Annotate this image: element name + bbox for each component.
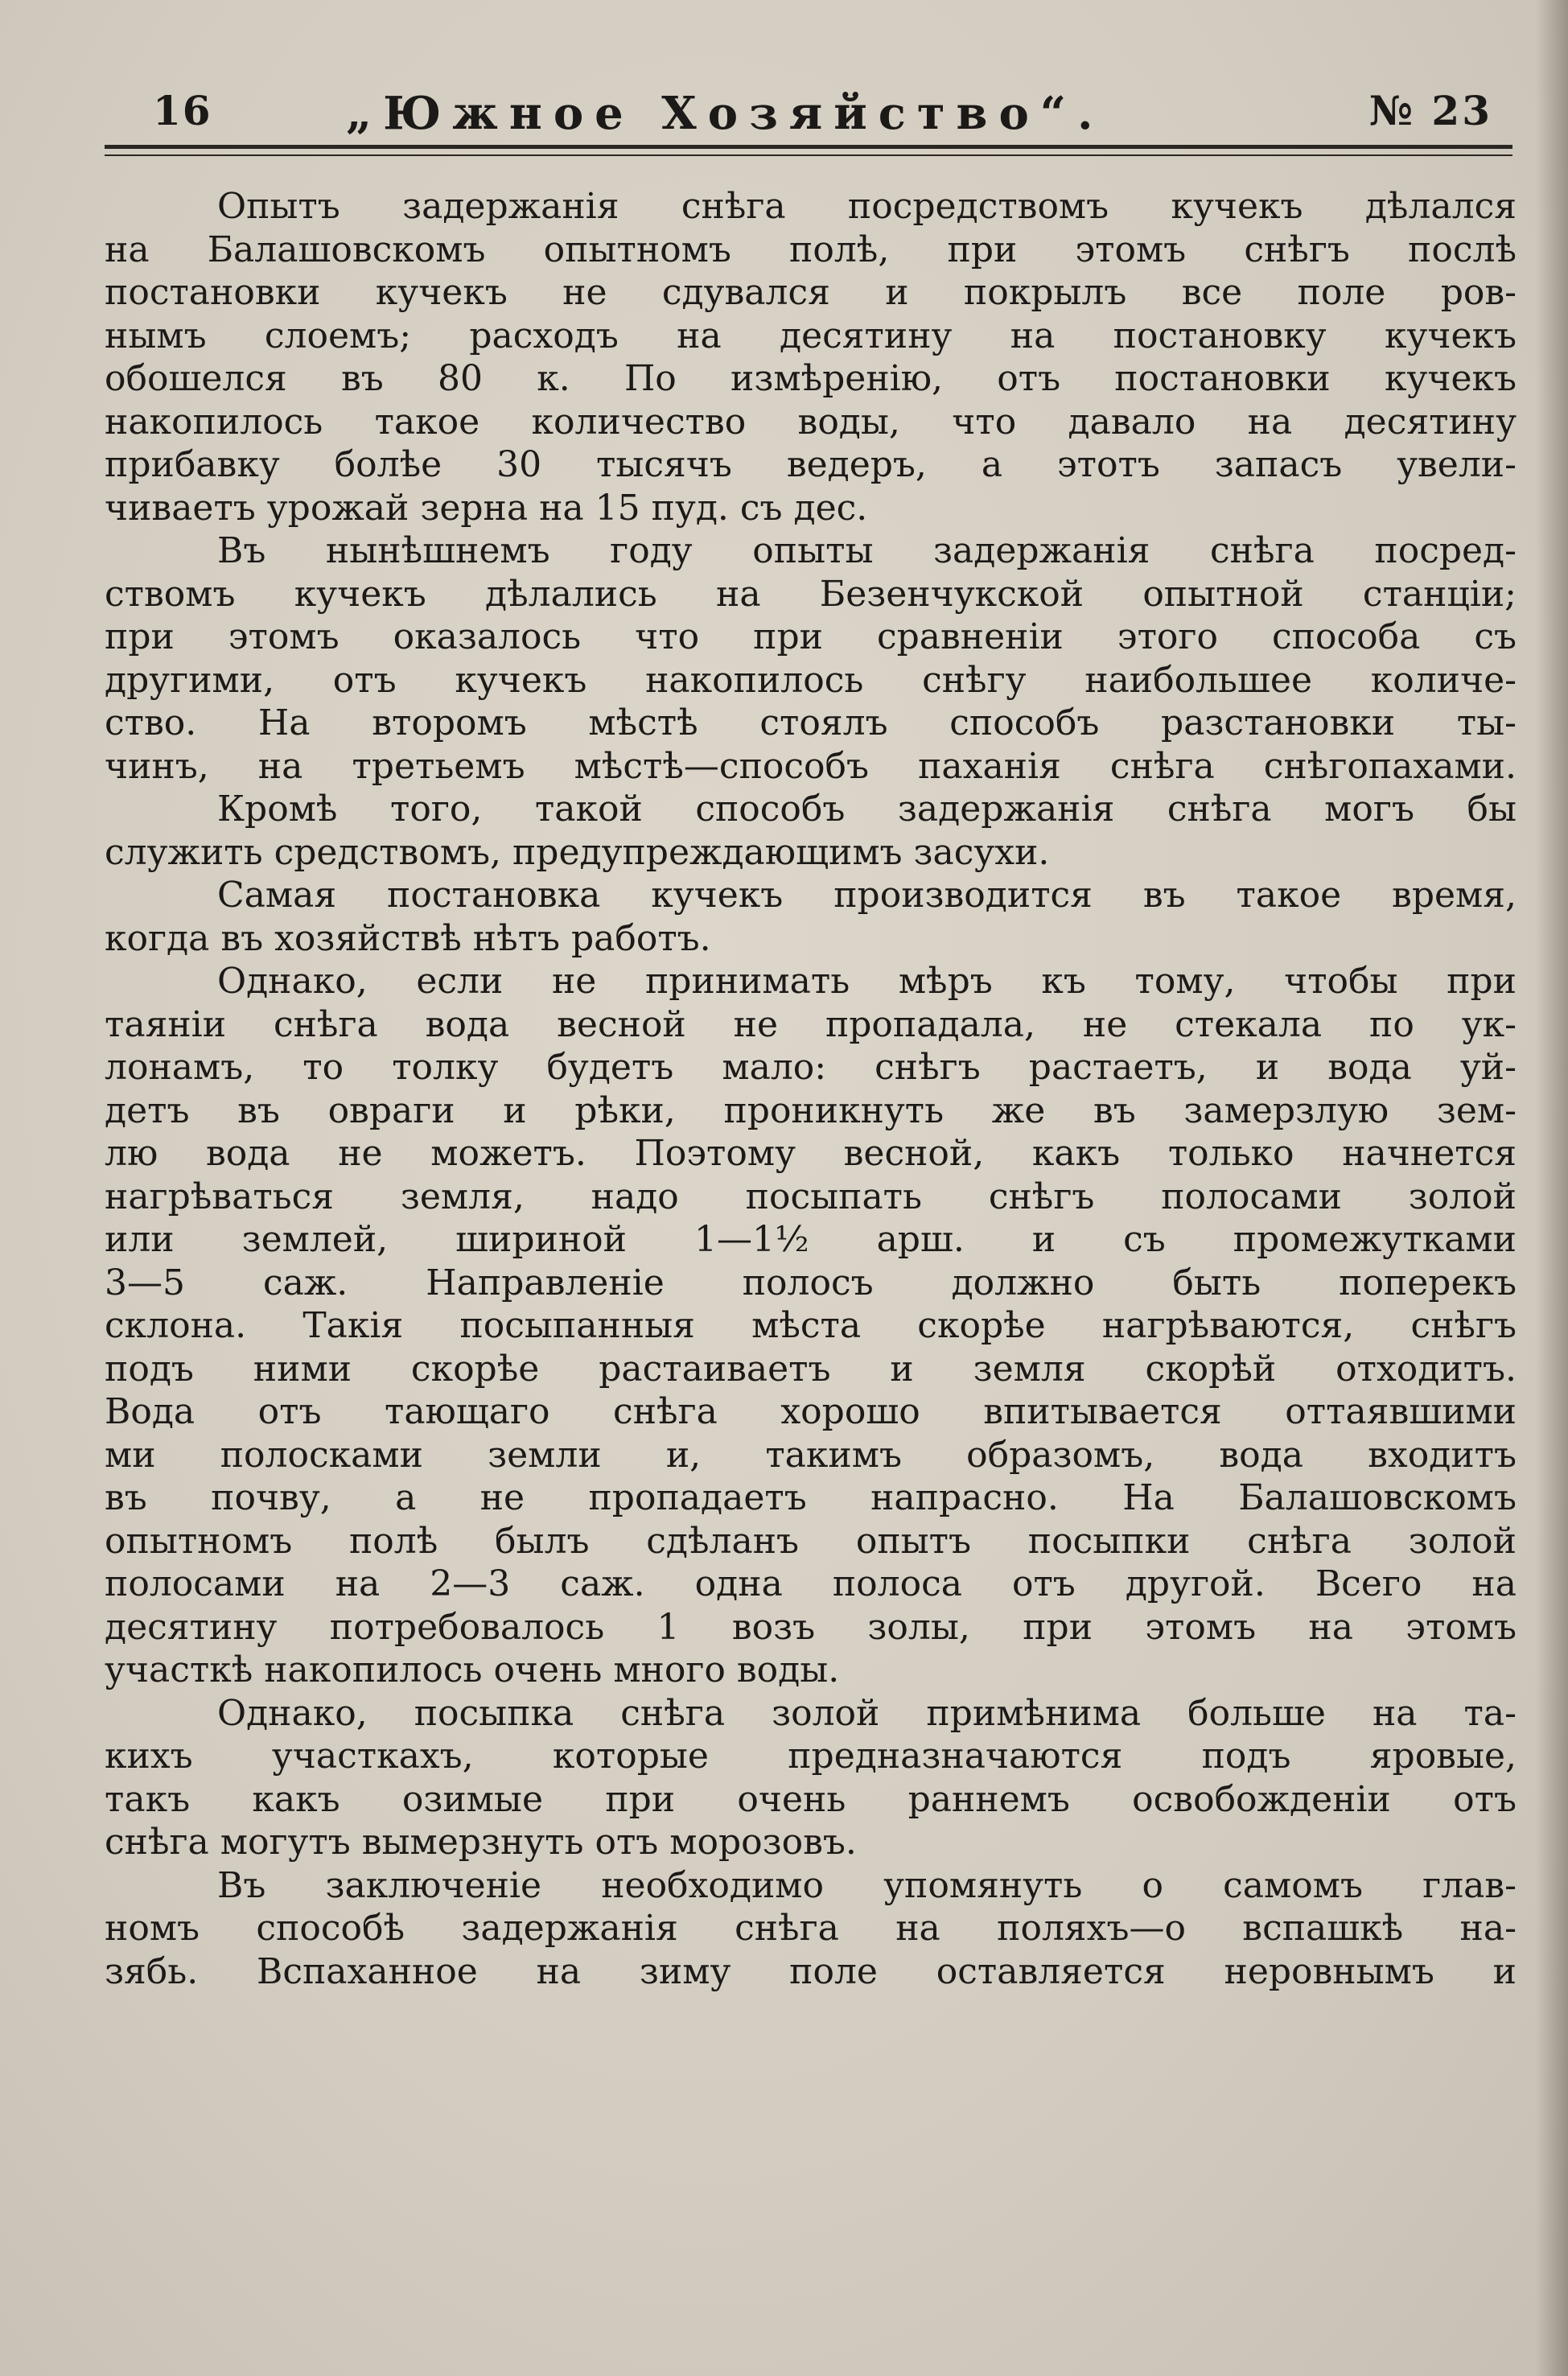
text-line: Опытъ задержанія снѣга посредствомъ кучекъ дѣлался — [217, 186, 1517, 227]
text-line: зябь. Вспаханное на зиму поле оставляется неровнымъ и — [105, 1950, 1517, 1992]
text-line: ство. На второмъ мѣстѣ стоялъ способъ разстановки ты- — [105, 702, 1517, 743]
text-line: ми полосками земли и, такимъ образомъ, вода входитъ — [105, 1434, 1517, 1476]
text-line: Вода отъ тающаго снѣга хорошо впитывается оттаявшими — [105, 1391, 1517, 1432]
text-line: на Балашовскомъ опытномъ полѣ, при этомъ снѣгъ послѣ — [105, 229, 1517, 270]
text-line: детъ въ овраги и рѣки, проникнуть же въ замерзлую зем- — [105, 1089, 1517, 1131]
text-line: нагрѣваться земля, надо посыпать снѣгъ полосами золой — [105, 1176, 1517, 1217]
text-line: кихъ участкахъ, которые предназначаются подъ яровые, — [105, 1736, 1517, 1777]
text-line: Въ заключеніе необходимо упомянуть о самомъ глав- — [217, 1864, 1517, 1906]
article-body — [105, 185, 1517, 1993]
text-line: въ почву, а не пропадаетъ напрасно. На Балашовскомъ — [105, 1477, 1517, 1518]
text-line: Однако, если не принимать мѣръ къ тому, чтобы при — [217, 961, 1517, 1002]
text-line: таяніи снѣга вода весной не пропадала, не стекала по ук- — [105, 1003, 1517, 1045]
issue-number: № 23 — [1368, 87, 1492, 134]
text-line: десятину потребовалось 1 возъ золы, при этомъ на этомъ — [105, 1606, 1517, 1648]
text-line: номъ способѣ задержанія снѣга на поляхъ—о вспашкѣ на- — [105, 1908, 1517, 1949]
text-line: накопилось такое количество воды, что давало на десятину — [105, 401, 1517, 443]
text-line: 3—5 саж. Направленіе полосъ должно быть поперекъ — [105, 1262, 1517, 1303]
text-line: снѣга могутъ вымерзнуть отъ морозовъ. — [105, 1822, 857, 1863]
text-line: Кромѣ того, такой способъ задержанія снѣга могъ бы — [217, 789, 1517, 830]
text-line: нымъ слоемъ; расходъ на десятину на постановку кучекъ — [105, 315, 1517, 356]
text-line: такъ какъ озимые при очень раннемъ освобожденіи отъ — [105, 1778, 1517, 1820]
page-number: 16 — [153, 87, 212, 134]
text-line: обошелся въ 80 к. По измѣренію, отъ постановки кучекъ — [105, 358, 1517, 399]
text-line: постановки кучекъ не сдувался и покрылъ все поле ров- — [105, 272, 1517, 313]
text-line: когда въ хозяйствѣ нѣтъ работъ. — [105, 917, 711, 959]
text-line: участкѣ накопилось очень много воды. — [105, 1649, 840, 1690]
text-line: подъ ними скорѣе растаиваетъ и земля скорѣй отходитъ. — [105, 1348, 1517, 1390]
text-line: или землей, шириной 1—1½ арш. и съ промежутками — [105, 1219, 1517, 1260]
text-line: Въ нынѣшнемъ году опыты задержанія снѣга посред- — [217, 530, 1517, 571]
text-line: Самая постановка кучекъ производится въ такое время, — [217, 875, 1517, 916]
text-line: лю вода не можетъ. Поэтому весной, какъ только начнется — [105, 1133, 1517, 1174]
text-line: служить средствомъ, предупреждающимъ засухи. — [105, 831, 1050, 873]
text-line: склона. Такія посыпанныя мѣста скорѣе нагрѣваются, снѣгъ — [105, 1305, 1517, 1346]
header-rule-thin — [105, 154, 1512, 156]
text-line: полосами на 2—3 саж. одна полоса отъ другой. Всего на — [105, 1563, 1517, 1604]
text-line: чинъ, на третьемъ мѣстѣ—способъ паханія снѣга снѣгопахами. — [105, 745, 1517, 787]
page-edge-shadow — [1536, 0, 1568, 2376]
text-line: Однако, посыпка снѣга золой примѣнима больше на та- — [217, 1692, 1517, 1734]
journal-title: „Южное Хозяйство“. — [346, 87, 1105, 140]
text-line: лонамъ, то толку будетъ мало: снѣгъ растаетъ, и вода уй- — [105, 1047, 1517, 1088]
text-line: чиваетъ урожай зерна на 15 пуд. съ дес. — [105, 487, 868, 529]
text-line: прибавку болѣе 30 тысячъ ведеръ, а этотъ запасъ увели- — [105, 444, 1517, 485]
header-rule-thick — [105, 145, 1512, 149]
text-line: другими, отъ кучекъ накопилось снѣгу наибольшее количе- — [105, 659, 1517, 701]
page-header — [105, 87, 1508, 143]
text-line: ствомъ кучекъ дѣлались на Безенчукской опытной станціи; — [105, 573, 1517, 615]
text-line: при этомъ оказалось что при сравненіи этого способа съ — [105, 616, 1517, 657]
text-line: опытномъ полѣ былъ сдѣланъ опытъ посыпки снѣга золой — [105, 1520, 1517, 1562]
